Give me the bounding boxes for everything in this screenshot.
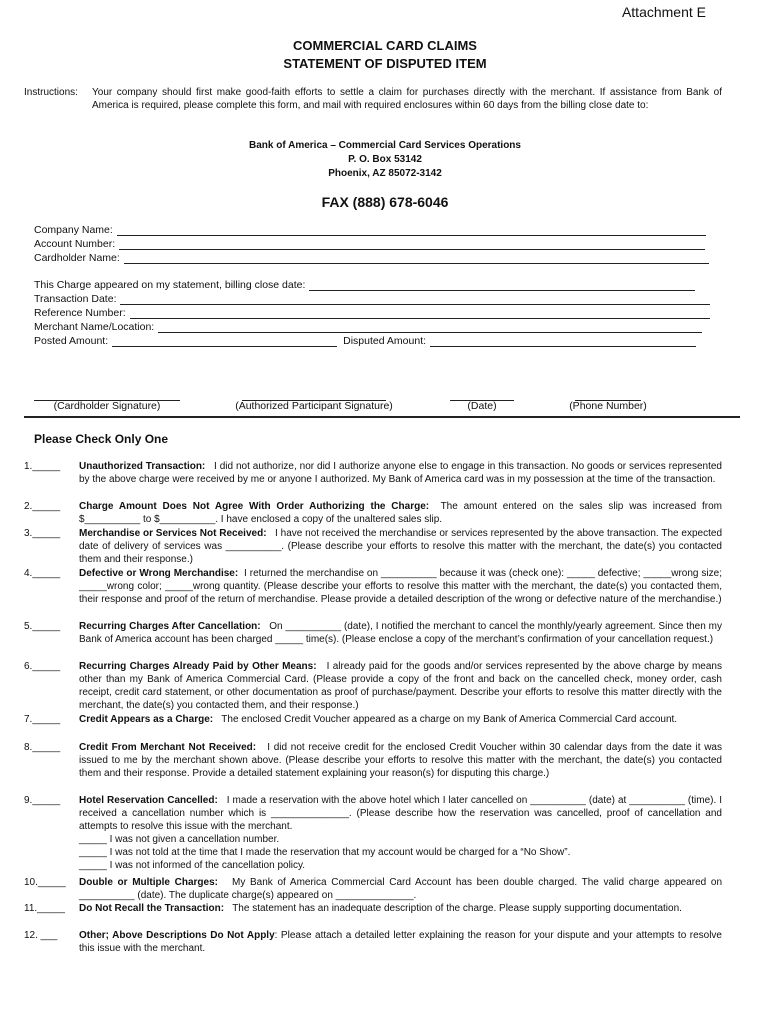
instructions xyxy=(24,86,722,112)
claim-item-number: 3._____ xyxy=(24,528,61,539)
hotel-option-3[interactable]: _____ I was not informed of the cancellation policy. xyxy=(79,860,306,871)
claim-item-text: I already paid for the goods and/or services represented by the above charge by means other than my Bank of America Commercial Card. (Please provide a copy of the front and back on the cancelled check, money order, cash receipt, credit card statement, or other documentation as proof of purchase/payment. Describe your efforts to resolve this matter directly with the merchant, the date(s) you contacted them, and their response.) xyxy=(79,661,722,711)
disputed-amount-field[interactable] xyxy=(430,335,696,347)
claim-item-5[interactable] xyxy=(24,620,722,646)
reference-number-row xyxy=(34,305,710,319)
merchant-name-field[interactable] xyxy=(158,321,702,333)
billing-close-date-row xyxy=(34,277,695,291)
claim-item-number: 6._____ xyxy=(24,661,61,672)
claim-item-title: Unauthorized Transaction: xyxy=(79,461,206,472)
claim-item-text: I made a reservation with the above hotel which I later cancelled on __________ (date) at __________ (time). I received a cancellation number which is ______________. (Please describe how the reservation was cancelled, proof of cancellation and attempts to resolve this issue with the merchant. xyxy=(79,795,723,832)
claim-item-text: I have not received the merchandise or services represented by the above transaction. The expected date of delivery of services was __________. (Please describe your efforts to resolve this matter with the merchant, the date(s) you contacted them and their response.) xyxy=(79,528,723,565)
address-line-3: Phoenix, AZ 85072-3142 xyxy=(328,168,442,179)
claim-item-title: Recurring Charges After Cancellation: xyxy=(79,621,261,632)
section-divider xyxy=(24,416,740,418)
claim-item-text: I did not authorize, nor did I authorize anyone else to engage in this transaction. No goods or services represented by the above charge were received by me or anyone I authorized. My Bank of America card was in my possession at the time of the transaction. xyxy=(79,461,722,485)
claim-item-title: Hotel Reservation Cancelled: xyxy=(79,795,218,806)
claim-item-text: The statement has an inadequate description of the charge. Please supply supporting documentation. xyxy=(232,903,682,914)
claim-item-text: The enclosed Credit Voucher appeared as a charge on my Bank of America Commercial Card account. xyxy=(221,714,678,725)
claim-item-number: 7._____ xyxy=(24,714,61,725)
claim-item-title: Recurring Charges Already Paid by Other Means: xyxy=(79,661,317,672)
claim-item-number: 12. ___ xyxy=(24,930,58,941)
company-name-row xyxy=(34,222,706,236)
claim-item-text: On __________ (date), I notified the merchant to cancel the monthly/yearly agreement. Since then my Bank of America account has been charged _____ time(s). (Please enclose a copy of the merchant’s confirmation of your cancellation request.) xyxy=(79,621,722,645)
company-name-label: Company Name: xyxy=(34,224,113,236)
claim-item-text: I returned the merchandise on __________ because it was (check one): _____ defective; _____wrong size; _____wrong color; _____wrong quantity. (Please describe your efforts to resolve this matter with the merchant, the date(s) you contacted them, their response and proof of the return of merchandise. Please provide a detailed description of the wrong or defective nature of the merchandise.) xyxy=(79,568,722,605)
claim-item-text: : Please attach a detailed letter explaining the reason for your dispute and your attempts to resolve this issue with the merchant. xyxy=(79,930,722,954)
hotel-option-2[interactable]: _____ I was not told at the time that I made the reservation that my account would be charged for a “No Show”. xyxy=(79,847,571,858)
attachment-label: Attachment E xyxy=(621,4,706,20)
amount-row xyxy=(34,333,696,347)
cardholder-name-row xyxy=(34,250,709,264)
claim-item-6[interactable] xyxy=(24,660,722,712)
check-heading: Please Check Only One xyxy=(34,432,169,446)
claim-item-11[interactable] xyxy=(24,902,722,915)
instructions-label: Instructions: xyxy=(24,87,78,98)
cardholder-name-field[interactable] xyxy=(124,252,709,264)
claim-item-number: 8._____ xyxy=(24,742,61,753)
claim-item-title: Charge Amount Does Not Agree With Order Authorizing the Charge: xyxy=(79,501,430,512)
claim-item-title: Credit Appears as a Charge: xyxy=(79,714,214,725)
claim-item-4[interactable] xyxy=(24,567,722,606)
posted-amount-field[interactable] xyxy=(112,335,337,347)
company-name-field[interactable] xyxy=(117,224,706,236)
date-label: (Date) xyxy=(467,400,497,412)
claim-item-number: 4._____ xyxy=(24,568,61,579)
claim-item-1[interactable] xyxy=(24,460,722,486)
form-title: COMMERCIAL CARD CLAIMS xyxy=(293,38,477,53)
cardholder-name-label: Cardholder Name: xyxy=(34,252,120,264)
instructions-text: Your company should first make good-faith efforts to settle a claim for purchases directly with the merchant. If assistance from Bank of America is required, please complete this form, and mail with required enclosures within 60 days from the billing close date to: xyxy=(92,87,722,111)
participant-signature-label: (Authorized Participant Signature) xyxy=(235,400,393,412)
merchant-name-row xyxy=(34,319,702,333)
claim-item-2[interactable] xyxy=(24,500,722,526)
account-number-field[interactable] xyxy=(119,238,705,250)
claim-item-text: I did not receive credit for the enclosed Credit Voucher within 30 calendar days from the date it was issued to me by the merchant shown above. (Please describe your efforts to resolve this matter with the merchant, the date(s) you contacted them and their response. Provide a detailed statement explaining your reason(s) for disputing this charge.) xyxy=(79,742,722,779)
hotel-option-1[interactable]: _____ I was not given a cancellation number. xyxy=(79,834,280,845)
posted-amount-label: Posted Amount: xyxy=(34,335,109,347)
transaction-date-row xyxy=(34,291,710,305)
disputed-amount-label: Disputed Amount: xyxy=(343,335,427,347)
claim-item-9[interactable] xyxy=(24,794,722,872)
claim-item-number: 9._____ xyxy=(24,795,61,806)
fax-number: FAX (888) 678-6046 xyxy=(321,194,449,210)
claim-item-number: 10._____ xyxy=(24,877,66,888)
reference-number-field[interactable] xyxy=(130,307,710,319)
reference-number-label: Reference Number: xyxy=(34,307,126,319)
claim-item-10[interactable] xyxy=(24,876,722,902)
phone-number-label: (Phone Number) xyxy=(569,400,647,412)
form-subtitle: STATEMENT OF DISPUTED ITEM xyxy=(283,56,487,71)
claim-item-7[interactable] xyxy=(24,713,722,726)
claim-item-title: Double or Multiple Charges: xyxy=(79,877,218,888)
billing-close-date-label: This Charge appeared on my statement, billing close date: xyxy=(34,279,306,291)
address-line-1: Bank of America – Commercial Card Services Operations xyxy=(249,140,521,151)
account-number-label: Account Number: xyxy=(34,238,116,250)
claim-item-number: 5._____ xyxy=(24,621,61,632)
claim-item-8[interactable] xyxy=(24,741,722,780)
account-number-row xyxy=(34,236,705,250)
claim-item-3[interactable] xyxy=(24,527,722,566)
merchant-name-label: Merchant Name/Location: xyxy=(34,321,155,333)
claim-item-text: My Bank of America Commercial Card Account has been double charged. The valid charge appeared on __________ (date). The duplicate charge(s) appeared on ______________. xyxy=(79,877,723,901)
transaction-date-field[interactable] xyxy=(120,293,710,305)
claim-item-number: 2._____ xyxy=(24,501,61,512)
cardholder-signature-label: (Cardholder Signature) xyxy=(53,400,161,412)
transaction-date-label: Transaction Date: xyxy=(34,293,117,305)
claim-item-title: Other; Above Descriptions Do Not Apply xyxy=(79,930,275,941)
claim-item-number: 1._____ xyxy=(24,461,61,472)
claim-item-title: Do Not Recall the Transaction: xyxy=(79,903,225,914)
claim-item-title: Credit From Merchant Not Received: xyxy=(79,742,257,753)
claim-item-title: Merchandise or Services Not Received: xyxy=(79,528,267,539)
claim-item-text: The amount entered on the sales slip was increased from $__________ to $__________. I have enclosed a copy of the unaltered sales slip. xyxy=(79,501,722,525)
claim-item-title: Defective or Wrong Merchandise: xyxy=(79,568,239,579)
claim-item-12[interactable] xyxy=(24,929,722,955)
claim-item-number: 11._____ xyxy=(24,903,65,914)
address-line-2: P. O. Box 53142 xyxy=(348,154,422,165)
billing-close-date-field[interactable] xyxy=(309,279,695,291)
